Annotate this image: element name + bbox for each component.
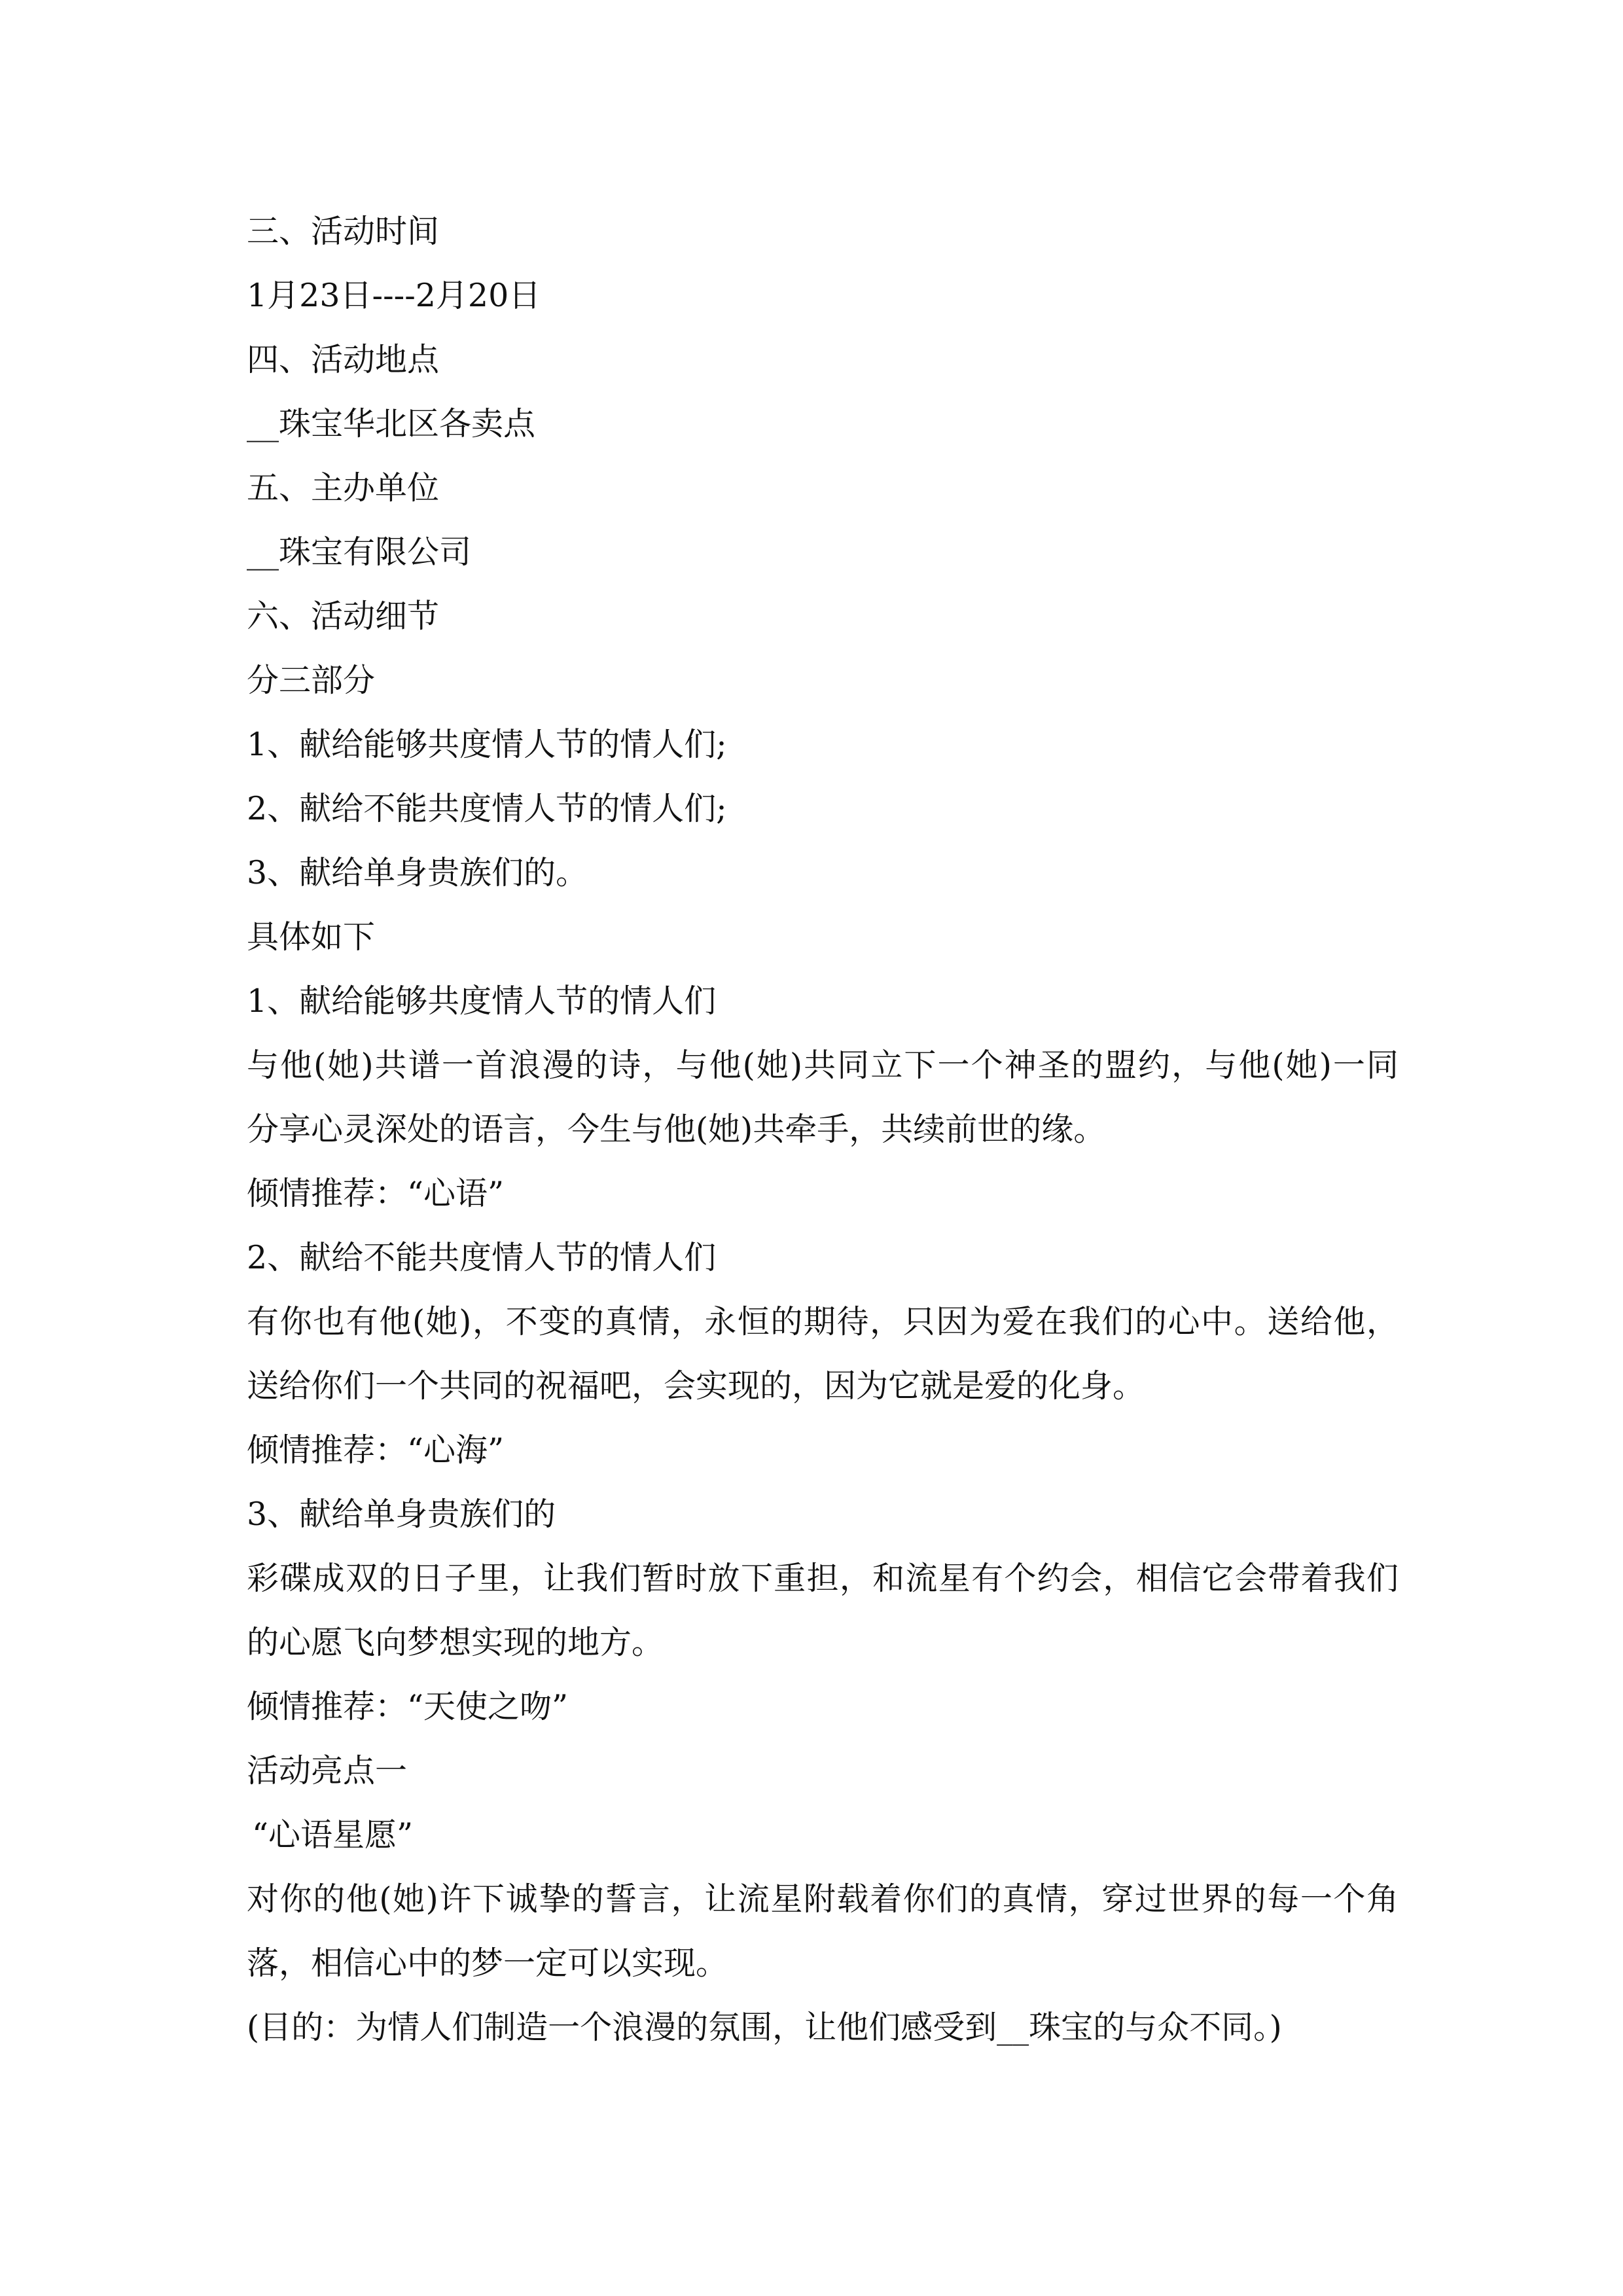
purpose-note: (目的：为情人们制造一个浪漫的氛围，让他们感受到__珠宝的与众不同。) (247, 2009, 1282, 2046)
highlight-title: “心语星愿” (252, 1816, 414, 1854)
subsection-heading: 1、献给能够共度情人节的情人们 (247, 982, 717, 1020)
recommendation-line: 倾情推荐：“心语” (247, 1175, 505, 1212)
highlight-heading: 活动亮点一 (247, 1752, 408, 1789)
paragraph-line: 对你的他(她)许下诚挚的誓言，让流星附载着你们的真情，穿过世界的每一个角 (247, 1880, 1399, 1918)
details-intro: 分三部分 (247, 662, 376, 699)
paragraph-line: 分享心灵深处的语言，今生与他(她)共牵手，共续前世的缘。 (247, 1111, 1106, 1148)
paragraph-line: 与他(她)共谱一首浪漫的诗，与他(她)共同立下一个神圣的盟约，与他(她)一同 (247, 1047, 1399, 1084)
organizer-text: __珠宝有限公司 (247, 533, 472, 571)
subsection-heading: 3、献给单身贵族们的 (247, 1496, 556, 1533)
subsection-heading: 2、献给不能共度情人节的情人们 (247, 1239, 717, 1276)
paragraph-line: 落，相信心中的梦一定可以实现。 (247, 1945, 728, 1982)
activity-date-range: 1月23日----2月20日 (247, 277, 541, 314)
paragraph-line: 有你也有他(她)，不变的真情，永恒的期待，只因为爱在我们的心中。送给他， (247, 1303, 1399, 1340)
paragraph-line: 送给你们一个共同的祝福吧，会实现的，因为它就是爱的化身。 (247, 1367, 1145, 1405)
list-item: 1、献给能够共度情人节的情人们; (247, 726, 727, 763)
list-item: 2、献给不能共度情人节的情人们; (247, 790, 727, 827)
specifics-intro: 具体如下 (247, 918, 376, 956)
section-heading-organizer: 五、主办单位 (247, 469, 440, 507)
section-heading-activity-details: 六、活动细节 (247, 598, 440, 635)
section-heading-activity-location: 四、活动地点 (247, 341, 440, 378)
recommendation-line: 倾情推荐：“天使之吻” (247, 1688, 569, 1725)
paragraph-line: 彩碟成双的日子里，让我们暂时放下重担，和流星有个约会，相信它会带着我们 (247, 1560, 1399, 1597)
paragraph-line: 的心愿飞向梦想实现的地方。 (247, 1624, 664, 1661)
list-item: 3、献给单身贵族们的。 (247, 854, 588, 891)
document-body (247, 200, 1399, 2060)
activity-location-text: __珠宝华北区各卖点 (247, 405, 536, 442)
recommendation-line: 倾情推荐：“心海” (247, 1431, 505, 1469)
section-heading-activity-time: 三、活动时间 (247, 213, 440, 250)
